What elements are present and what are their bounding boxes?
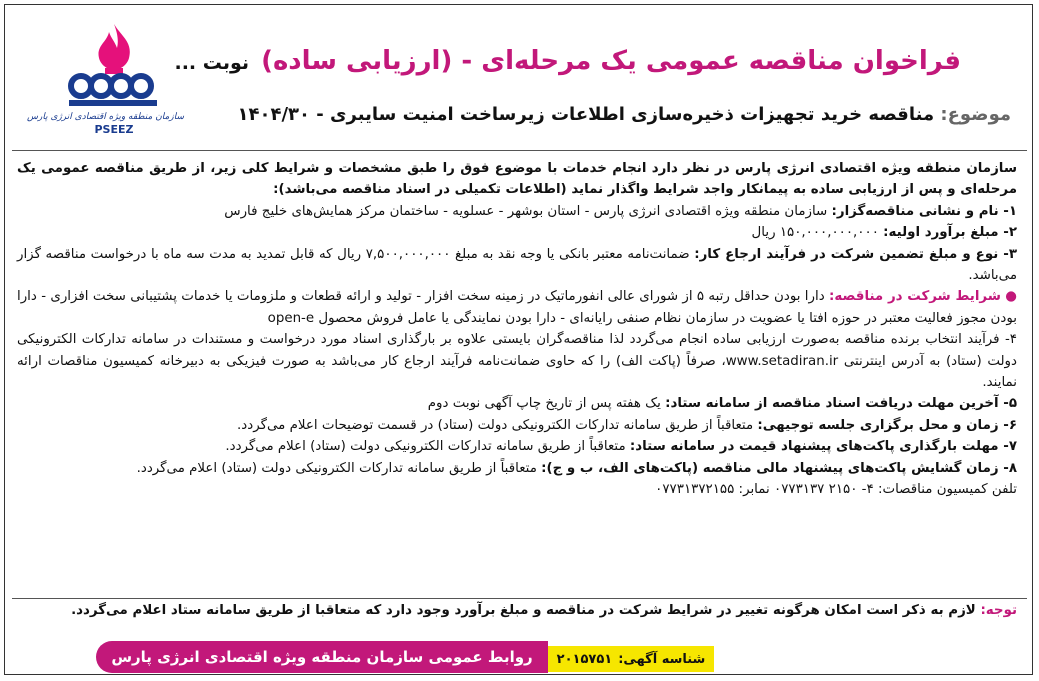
note-label: توجه: [980,603,1017,618]
announcement-body [17,158,1017,501]
public-relations-banner: روابط عمومی سازمان منطقه ویژه اقتصادی انرژی پارس [96,641,548,673]
conditions-text: دارا بودن حداقل رتبه ۵ از شورای عالی انفورماتیک در زمینه سخت افزار - تولید و ارائه قطعات و ملزومات یا خدمات پشتیبانی سخت افزاری - دارا بودن مجوز فعالیت معتبر در حوزه افتا یا عضویت در سازمان نظام صنفی رایانه‌ای - دارا بودن نمایندگی یا عامل فروش محصول open-e [17,289,1017,326]
note [17,603,1017,618]
phone-text: تلفن کمیسیون مناقصات: ۴- ۲۱۵۰ ۰۷۷۳۱۳۷ نمابر: ۰۷۷۳۱۳۷۲۱۵۵ [655,482,1017,498]
intro-paragraph: سازمان منطقه ویژه اقتصادی انرژی پارس در نظر دارد انجام خدمات با موضوع فوق را طبق مشخصات و شرایط کلی زیر، از طریق مناقصه عمومی یک مرحله‌ای و پس از ارزیابی ساده به پیمانکار واجد شرایط واگذار نماید (اطلاعات تکمیلی در اسناد مناقصه می‌باشد): [17,161,1017,198]
subject-label: موضوع: [940,104,1011,125]
item-4-text: ۴- فرآیند انتخاب برنده مناقصه به‌صورت ارزیابی ساده انجام می‌گردد لذا مناقصه‌گران بایستی علاوه بر بارگذاری اسناد مورد درخواست و مستندات در سامانه تدارکات الکترونیکی دولت (ستاد) به آدرس اینترنتی www.setadiran.ir، صرفاً (پاکت الف) را که حاوی ضمانت‌نامه فرآیند ارجاع کار می‌باشد به صورت فیزیکی به دبیرخانه کمیسیون مناقصات ارائه نمایند. [17,332,1017,391]
item-8 [17,458,1017,479]
participation-conditions [17,286,1017,329]
flame-waves-emblem-icon [59,22,169,112]
item-1 [17,201,1017,222]
item-2 [17,222,1017,243]
ad-number-value: ۲۰۱۵۷۵۱ [556,651,613,667]
subject-text: مناقصه خرید تجهیزات ذخیره‌سازی اطلاعات زیرساخت امنیت سایبری - ۱۴۰۴/۳۰ [237,104,935,125]
item-7-label: ۷- مهلت بارگذاری پاکت‌های پیشنهاد قیمت در سامانه ستاد: [629,439,1017,455]
phone-line [17,479,1017,500]
item-6-text: متعاقباً از طریق سامانه تدارکات الکترونیکی دولت (ستاد) در قسمت توضیحات اعلام می‌گردد. [237,417,758,433]
title-row [174,46,961,76]
item-3-text: ضمانت‌نامه معتبر بانکی یا وجه نقد به مبلغ ۷,۵۰۰,۰۰۰,۰۰۰ ریال که قابل تمدید به مدت سه ماه با درخواست مناقصه گزار می‌باشد. [17,246,1017,284]
page-title: فراخوان مناقصه عمومی یک مرحله‌ای - (ارزیابی ساده) [261,46,961,76]
item-7-text: متعاقباً از طریق سامانه تدارکات الکترونیکی دولت (ستاد) اعلام می‌گردد. [225,439,630,455]
ad-number-box [548,646,714,672]
turn-label: نوبت ... [174,52,250,74]
logo-abbreviation: PSEEZ [94,123,134,136]
item-3 [17,244,1017,287]
item-8-text: متعاقباً از طریق سامانه تدارکات الکترونیکی دولت (ستاد) اعلام می‌گردد. [136,460,542,476]
subject-row [231,104,1011,125]
conditions-label: شرایط شرکت در مناقصه: [829,289,1001,305]
item-3-label: ۳- نوع و مبلغ تضمین شرکت در فرآیند ارجاع کار: [694,246,1017,262]
logo-org-name: سازمان منطقه ویژه اقتصادی انرژی پارس [27,112,184,122]
item-1-text: سازمان منطقه ویژه اقتصادی انرژی پارس - استان بوشهر - عسلویه - ساختمان مرکز همایش‌های خلیج فارس [224,203,832,219]
item-2-label: ۲- مبلغ برآورد اولیه: [883,225,1017,241]
bullet-icon: ● [1000,289,1017,305]
item-5-label: ۵- آخرین مهلت دریافت اسناد مناقصه از سامانه ستاد: [665,396,1017,412]
item-5 [17,393,1017,414]
ad-number-label: شناسه آگهی: [618,651,706,667]
item-2-text: ۱۵۰,۰۰۰,۰۰۰,۰۰۰ ریال [751,225,884,241]
item-1-label: ۱- نام و نشانی مناقصه‌گزار: [831,203,1017,219]
item-8-label: ۸- زمان گشایش پاکت‌های پیشنهاد مالی مناقصه (پاکت‌های الف، ب و ج): [541,460,1017,476]
item-4 [17,329,1017,393]
note-divider [12,598,1027,599]
pseez-logo [27,22,184,150]
header-divider [12,150,1027,151]
note-text: لازم به ذکر است امکان هرگونه تغییر در شرایط شرکت در مناقصه و مبلغ برآورد وجود دارد که متعاقبا از طریق سامانه ستاد اعلام می‌گردد. [71,603,981,618]
item-6 [17,415,1017,436]
item-6-label: ۶- زمان و محل برگزاری جلسه توجیهی: [757,417,1017,433]
item-7 [17,436,1017,457]
item-5-text: یک هفته پس از تاریخ چاپ آگهی نوبت دوم [427,396,666,412]
